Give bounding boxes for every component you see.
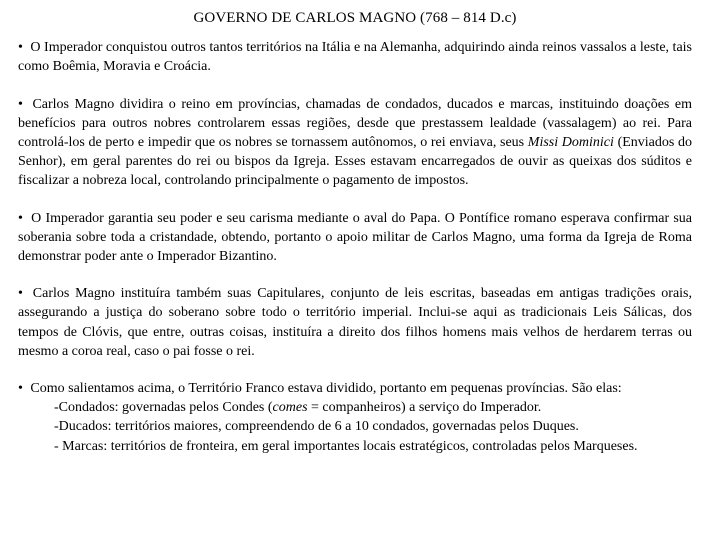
italic-term: comes [272,400,308,416]
paragraph-text: Carlos Magno instituíra também suas Capitulares, conjunto de leis escritas, baseadas em antigas tradições orais, assegurando a justiça do soberano sobre todo o território imperial. Inclui-se aqui as tradicionais Leis Sálicas, dos tempos de Clóvis, que entre, outras coisas, instituíra a direito dos filhos homens mais velhos de herdarem terras ou mesmo a coroa real, caso o pai fosse o rei. [18,286,693,359]
bullet-mark: • [18,40,23,56]
bullet-mark: • [18,381,23,397]
territories-intro [18,379,692,398]
bullet-mark: • [18,96,23,112]
paragraph-provinces [18,95,692,191]
bullet-mark: • [18,210,23,226]
paragraph-papacy [18,209,692,267]
paragraph-capitulares [18,284,692,361]
list-text: -Ducados: territórios maiores, compreendendo de 6 a 10 condados, governadas pelos Duques. [54,419,579,435]
list-item-ducados [18,417,692,436]
page-title: GOVERNO DE CARLOS MAGNO (768 – 814 D.c) [193,10,517,26]
paragraph-conquests [18,38,692,76]
paragraph-text: O Imperador conquistou outros tantos territórios na Itália e na Alemanha, adquirindo ainda reinos vassalos a leste, tais como Boêmia, Moravia e Croácia. [18,40,692,75]
paragraph-text: (Enviados do Senhor), em geral parentes do rei ou bispos da Igreja. Esses estavam encarregados de ouvir as queixas dos súditos e fiscalizar a nobreza local, controlando principalmente o pagamento de impostos. [18,135,692,189]
bullet-mark: • [18,286,23,302]
paragraph-text: Como salientamos acima, o Território Franco estava dividido, portanto em pequenas províncias. São elas: [30,381,622,397]
paragraph-text: Carlos Magno dividira o reino em províncias, chamadas de condados, ducados e marcas, instituindo doações em benefícios para outros nobres controlarem essas regiões, desde que prestassem lealdade (vassalagem) ao rei. Para controlá-los de perto e impedir que os nobres se tornassem autônomos, o rei enviava, seus [18,96,693,151]
list-text: = companheiros) a serviço do Imperador. [307,400,542,416]
paragraph-territories [18,379,692,456]
list-item-condados [18,398,692,417]
list-text: - Marcas: territórios de fronteira, em geral importantes locais estratégicos, controladas pelos Marqueses. [54,438,638,454]
paragraph-text: O Imperador garantia seu poder e seu carisma mediante o aval do Papa. O Pontífice romano esperava confirmar sua soberania sobre toda a cristandade, obtendo, portanto o apoio militar de Carlos Magno, uma forma da Igreja de Roma demonstrar poder ante o Imperador Bizantino. [18,210,693,265]
list-text: -Condados: governadas pelos Condes ( [54,400,273,416]
italic-term: Missi Dominici [527,135,614,151]
list-item-marcas [18,437,692,456]
